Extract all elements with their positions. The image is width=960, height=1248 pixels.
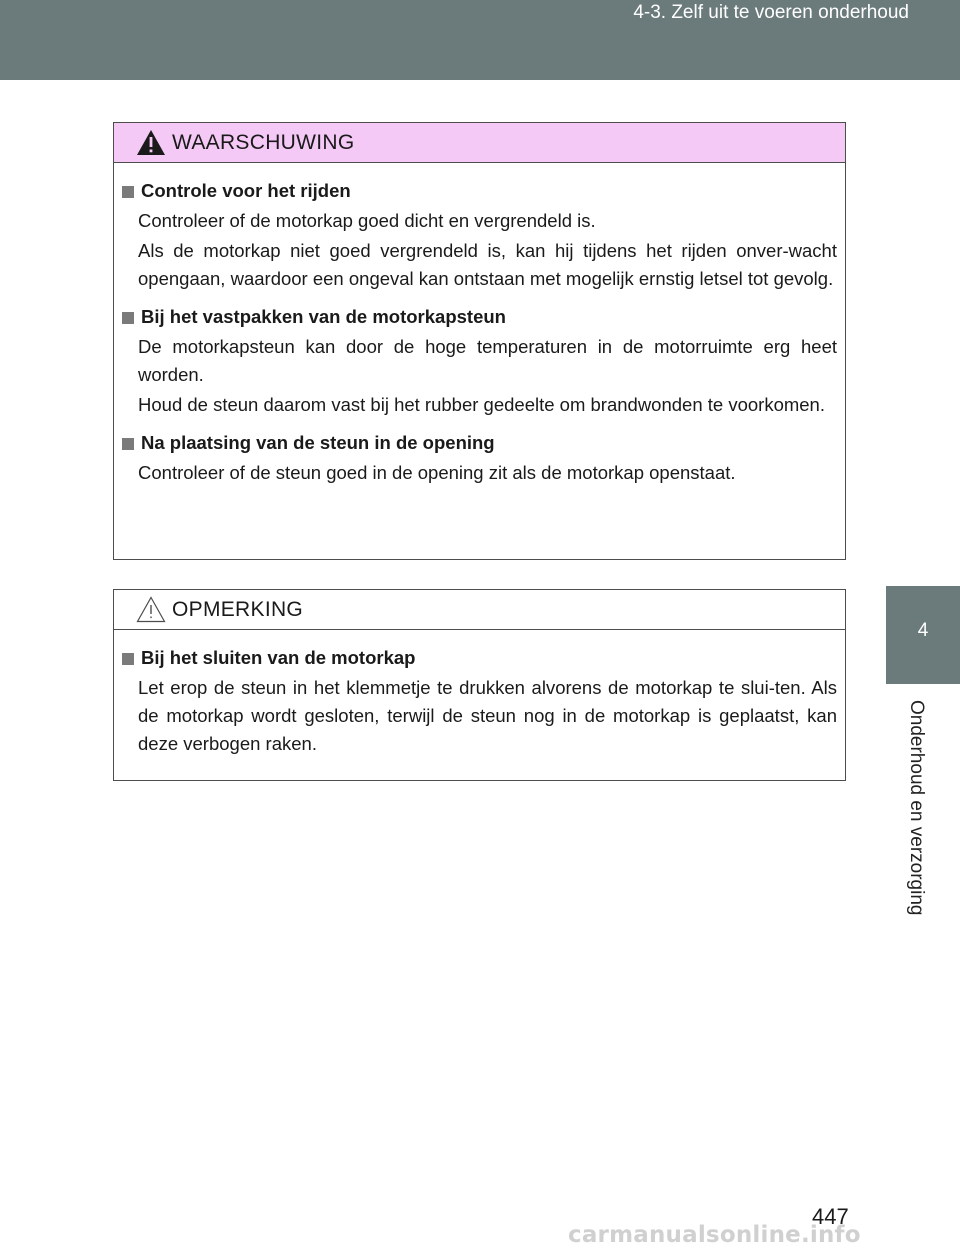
watermark: carmanualsonline.info [568, 1222, 861, 1248]
notice-section [122, 644, 837, 758]
square-bullet-icon [122, 312, 134, 324]
square-bullet-icon [122, 438, 134, 450]
warning-box-header [114, 123, 845, 163]
header-bar [0, 0, 960, 80]
warning-section [122, 303, 837, 419]
warning-box [113, 122, 846, 560]
warning-section [122, 429, 837, 487]
section-title: Na plaatsing van de steun in de opening [141, 432, 495, 453]
notice-box [113, 589, 846, 781]
section-title: Bij het vastpakken van de motorkapsteun [141, 306, 506, 327]
paragraph: Controleer of de steun goed in de opening zit als de motorkap openstaat. [138, 462, 736, 483]
page-number: 447 [812, 1204, 849, 1229]
warning-triangle-outline-icon [136, 596, 166, 623]
section-title: Controle voor het rijden [141, 180, 351, 201]
square-bullet-icon [122, 653, 134, 665]
notice-box-header [114, 590, 845, 630]
chapter-side-label: Onderhoud en verzorging [906, 700, 927, 916]
section-title: Bij het sluiten van de motorkap [141, 647, 416, 668]
warning-triangle-filled-icon [136, 129, 166, 156]
square-bullet-icon [122, 186, 134, 198]
warning-box-body [114, 163, 845, 487]
paragraph: De motorkapsteun kan door de hoge temperaturen in de motorruimte erg heet worden. [138, 336, 837, 385]
notice-box-body [114, 630, 845, 758]
warning-section [122, 177, 837, 293]
chapter-number: 4 [917, 620, 929, 641]
warning-title: WAARSCHUWING [172, 131, 355, 154]
chapter-title: 4-3. Zelf uit te voeren onderhoud [633, 2, 909, 23]
notice-title: OPMERKING [172, 598, 304, 621]
paragraph: Let erop de steun in het klemmetje te drukken alvorens de motorkap te slui-ten. Als de motorkap wordt gesloten, terwijl de steun nog in de motorkap is geplaatst, kan deze verbogen raken. [138, 677, 837, 754]
chapter-tab [886, 586, 960, 684]
paragraph: Als de motorkap niet goed vergrendeld is, kan hij tijdens het rijden onver-wacht opengaan, waardoor een ongeval kan ontstaan met mogelijk ernstig letsel tot gevolg. [138, 240, 837, 289]
paragraph: Controleer of de motorkap goed dicht en vergrendeld is. [138, 210, 596, 231]
paragraph: Houd de steun daarom vast bij het rubber gedeelte om brandwonden te voorkomen. [138, 394, 825, 415]
